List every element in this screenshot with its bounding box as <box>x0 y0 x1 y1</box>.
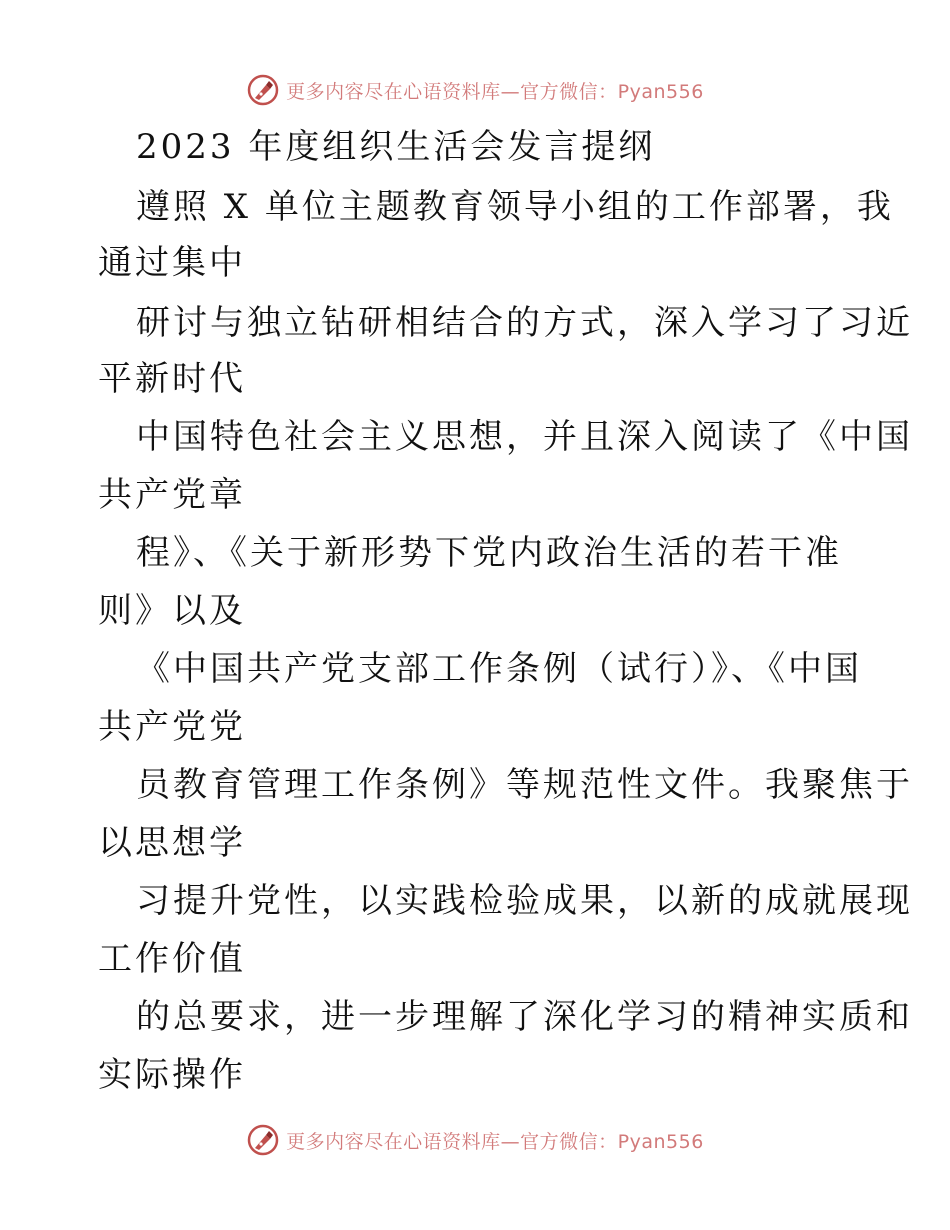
paragraph-line: 程》、《关于新形势下党内政治生活的若干准 <box>136 533 842 573</box>
paragraph-line: 实际操作 <box>98 1055 246 1095</box>
pen-nib-icon <box>246 73 280 107</box>
paragraph-line: 中国特色社会主义思想，并且深入阅读了《中国 <box>136 417 913 457</box>
paragraph-line: 遵照 X 单位主题教育领导小组的工作部署，我 <box>136 187 894 227</box>
header-banner <box>0 70 950 110</box>
paragraph-line: 以思想学 <box>98 823 246 863</box>
footer-banner <box>0 1120 950 1160</box>
footer-banner-text: 更多内容尽在心语资料库—官方微信：Pyan556 <box>286 1130 704 1153</box>
paragraph-line: 研讨与独立钻研相结合的方式，深入学习了习近 <box>136 303 913 343</box>
paragraph-line: 的总要求，进一步理解了深化学习的精神实质和 <box>136 997 913 1037</box>
pen-nib-icon <box>246 1123 280 1157</box>
paragraph-line: 《中国共产党支部工作条例（试行）》、《中国 <box>136 649 862 689</box>
paragraph-line: 共产党党 <box>98 707 246 747</box>
document-title: 2023 年度组织生活会发言提纲 <box>136 127 656 167</box>
paragraph-line: 员教育管理工作条例》等规范性文件。我聚焦于 <box>136 765 913 805</box>
header-banner-text: 更多内容尽在心语资料库—官方微信：Pyan556 <box>286 80 704 103</box>
paragraph-line: 平新时代 <box>98 359 246 399</box>
paragraph-line: 通过集中 <box>98 243 246 283</box>
paragraph-line: 则》以及 <box>98 591 246 631</box>
paragraph-line: 工作价值 <box>98 939 246 979</box>
paragraph-line: 习提升党性，以实践检验成果，以新的成就展现 <box>136 881 913 921</box>
paragraph-line: 共产党章 <box>98 475 246 515</box>
